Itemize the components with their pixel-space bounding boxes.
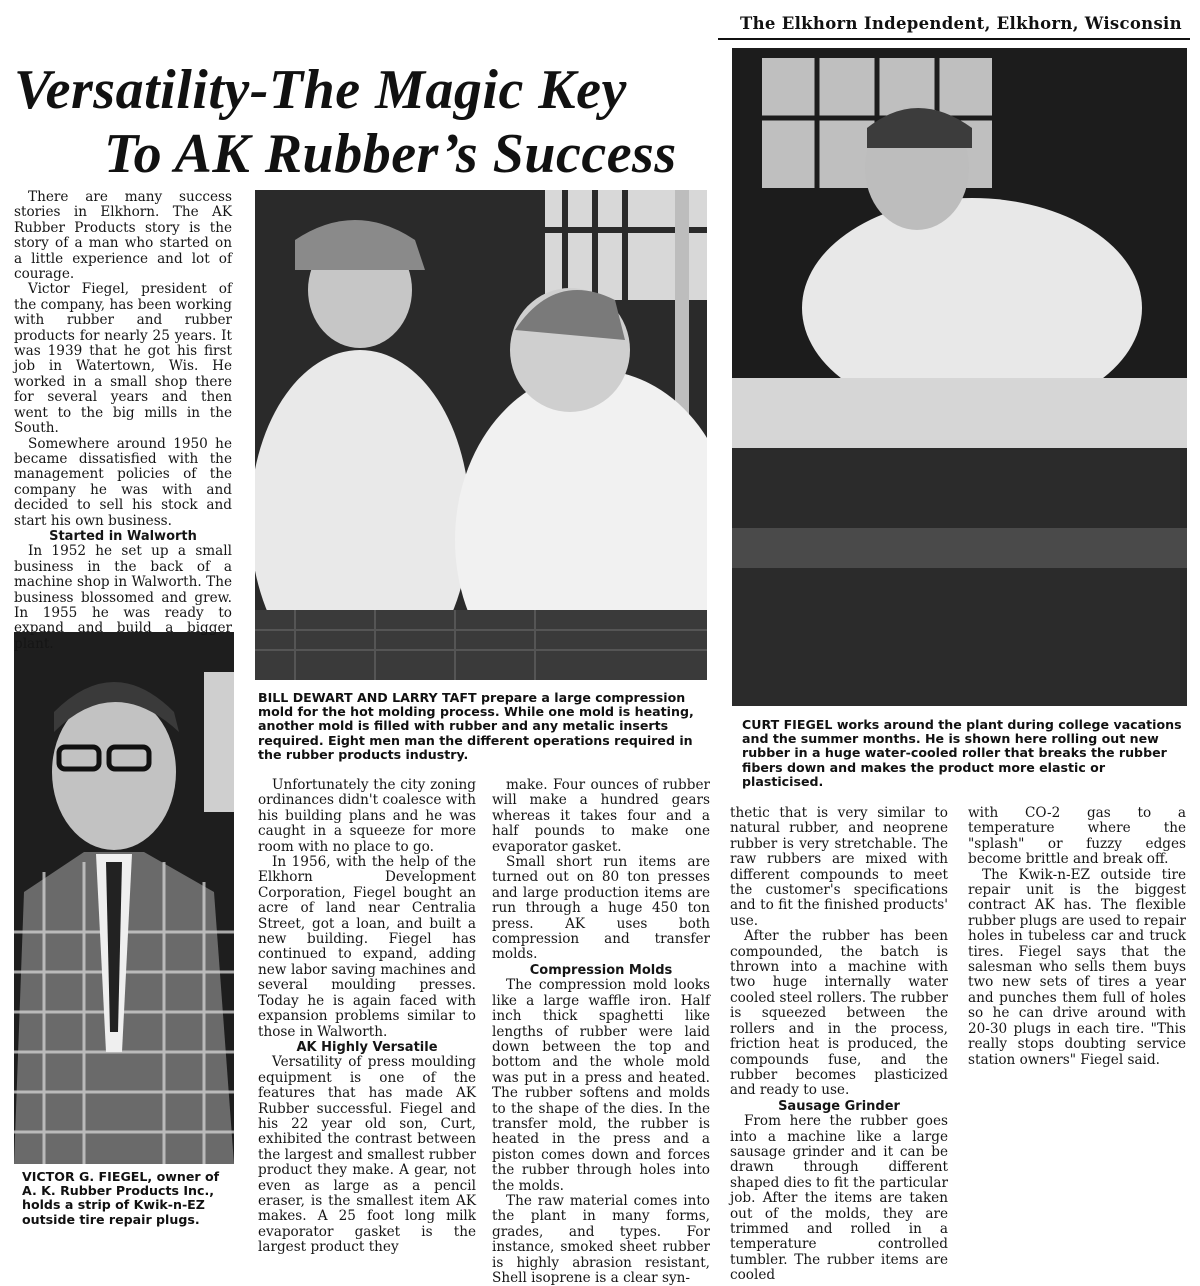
headline-line-2: To AK Rubber’s Success [104,123,677,185]
photo-dewart-taft [255,190,707,680]
masthead-rule [718,38,1190,40]
paragraph: From here the rubber goes into a machine like a large sausage grinder and it can be drawn through different shaped dies to fit the particular job. After the items are taken out of the molds, they are trimmed and rolled in a temperature controlled tumbler. The rubber items are cooled [730,1113,948,1284]
paragraph: The Kwik-n-EZ outside tire repair unit is the biggest contract AK has. The flexible rubber plugs are used to repair holes in tubeless car and truck tires. Fiegel says that the salesman who sells them buys two new sets of tires a year and punches them full of holes so he can drive around with 20-30 plugs in each tire. "This really stops doubting service station owners" Fiegel said. [968,866,1186,1068]
article-column-4 [730,806,948,1284]
caption-dewart-taft: BILL DEWART AND LARRY TAFT prepare a large compression mold for the hot molding process. While one mold is heating, another mold is filled with rubber and any metalic inserts required. Eight men man the different operations required in the rubber products industry. [258,690,694,762]
subheading: Started in Walworth [49,528,197,544]
paragraph: After the rubber has been compounded, the batch is thrown into a machine with two huge internally water cooled steel rollers. The rubber is squeezed between the rollers and in the process, friction heat is produced, the compounds fuse, and the rubber becomes plasticized and ready to use. [730,928,948,1099]
caption-curt-fiegel: CURT FIEGEL works around the plant during college vacations and the summer months. He is shown here rolling out new rubber in a huge water-cooled roller that breaks the rubber fibers down and makes the product more elastic or plasticised. [742,717,1182,789]
paragraph: In 1952 he set up a small business in the back of a machine shop in Walworth. The business blossomed and grew. In 1955 he was ready to expand and build a bigger plant. [14,543,232,652]
caption-victor-fiegel: VICTOR G. FIEGEL, owner of A. K. Rubber Products Inc., holds a strip of Kwik-n-EZ outside tire repair plugs. [22,1169,220,1227]
article-column-2 [258,778,476,1256]
paragraph: Unfortunately the city zoning ordinances didn't coalesce with his building plans and he was caught in a squeeze for more room with no place to go. [258,777,476,855]
headline-line-1: Versatility-The Magic Key [14,59,627,121]
subheading: AK Highly Versatile [296,1039,438,1055]
subheading: Compression Molds [529,962,673,978]
article-column-1 [14,190,232,652]
paragraph: In 1956, with the help of the Elkhorn Development Corporation, Fiegel bought an acre of land near Centralia Street, got a loan, and built a new building. Fiegel has continued to expand, adding new labor saving machines and several moulding presses. Today he is again faced with expansion problems similar to those in Walworth. [258,854,476,1040]
paragraph: Small short run items are turned out on 80 ton presses and large production items are run through a huge 450 ton press. AK uses both compression and transfer molds. [492,854,710,963]
paragraph: Versatility of press moulding equipment is one of the features that has made AK Rubber successful. Fiegel and his 22 year old son, Curt, exhibited the contrast between the largest and smallest rubber product they make. A gear, not even as large as a pencil eraser, is the smallest item AK makes. A 25 foot long milk evaporator gasket is the largest product they [258,1054,476,1256]
photo-curt-fiegel [732,48,1187,706]
paragraph: Victor Fiegel, president of the company, has been working with rubber and rubber products for nearly 25 years. It was 1939 that he got his first job in Watertown, Wis. He worked in a small shop there for several years and then went to the big mills in the South. [14,281,232,437]
subheading: Sausage Grinder [778,1098,900,1114]
article-column-5 [968,806,1186,1068]
masthead: The Elkhorn Independent, Elkhorn, Wisconsin [740,14,1182,33]
photo-victor-fiegel [14,632,234,1164]
paragraph: make. Four ounces of rubber will make a hundred gears whereas it takes four and a half pounds to make one evaporator gasket. [492,777,710,855]
paragraph: The raw material comes into the plant in many forms, grades, and types. For instance, smoked sheet rubber is highly abrasion resistant, Shell isoprene is a clear syn- [492,1192,710,1286]
paragraph: There are many success stories in Elkhorn. The AK Rubber Products story is the story of a man who started on a little experience and lot of courage. [14,189,232,283]
paragraph: Somewhere around 1950 he became dissatisfied with the management policies of the company he was with and decided to sell his stock and start his own business. [14,435,232,529]
paragraph: The compression mold looks like a large waffle iron. Half inch thick spaghetti like lengths of rubber were laid down between the top and bottom and the whole mold was put in a press and heated. The rubber softens and molds to the shape of the dies. In the transfer mold, the rubber is heated in the press and a piston comes down and forces the rubber through holes into the molds. [492,977,710,1194]
paragraph: thetic that is very similar to natural rubber, and neoprene rubber is very stretchable. The raw rubbers are mixed with different compounds to meet the customer's specifications and to fit the finished products' use. [730,805,948,929]
paragraph: with CO-2 gas to a temperature where the "splash" or fuzzy edges become brittle and break off. [968,805,1186,868]
article-column-3 [492,778,710,1286]
